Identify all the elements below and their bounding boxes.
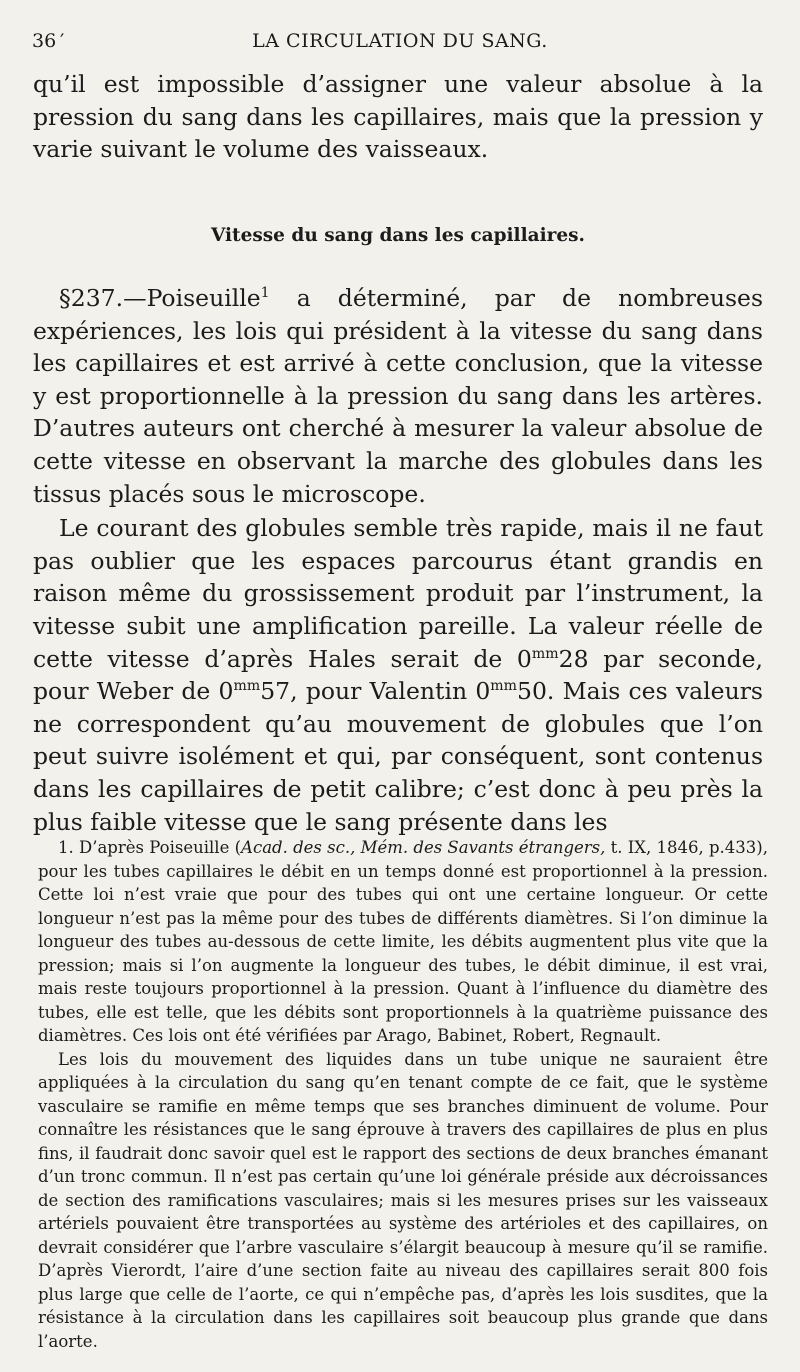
footnotes <box>38 836 768 1353</box>
footnote-1-body: t. IX, 1846, p.433), pour les tubes capillaires le débit en un temps donné est proportionnel à la pression. Cette loi n’est vraie que pour des tubes qui ont une certaine longueur. Or cette longueur n’est pas la même pour des tubes de différents diamètres. Si l’on diminue la longueur des tubes au-dessous de cette limite, les débits augmentent plus vite que la pression; mais si l’on augmente la longueur des tubes, le débit diminue, il est vrai, mais reste toujours proportionnel à la pression. Quant à l’influence du diamètre des tubes, elle est telle, que les débits sont proportionnels à la quatrième puissance des diamètres. Ces lois ont été vérifiées par Arago, Babinet, Robert, Regnault. <box>38 838 768 1045</box>
intro-paragraph-block <box>33 68 763 166</box>
unit-mm: mm <box>233 678 261 695</box>
paragraph-velocity-a: Le courant des globules semble très rapide, mais il ne faut pas oublier que les espaces parcourus étant grandis en raison même du grossissement produit par l’instrument, la vitesse subit une amplification pareille. La valeur réelle de cette vitesse d’après Hales serait de 0 <box>33 514 763 673</box>
footnote-1-start: 1. D’après Poiseuille ( <box>58 838 242 857</box>
section-heading: Vitesse du sang dans les capillaires. <box>210 225 585 246</box>
paragraph-237-body: a déterminé, par de nombreuses expériences, les lois qui président à la vitesse du sang dans les capillaires et est arrivé à cette conclusion, que la vitesse y est proportionnelle à la pression du sang dans les artères. D’autres auteurs ont cherché à mesurer la valeur absolue de cette vitesse en observant la marche des globules dans les tissus placés sous le microscope. <box>33 284 763 508</box>
paragraph-237-start: §237.—Poiseuille <box>59 284 261 312</box>
footnote-1 <box>38 836 768 1048</box>
page-number: 36 ′ <box>32 30 65 52</box>
page-header <box>32 30 767 58</box>
main-text <box>33 282 763 838</box>
footnote-1-continuation: Les lois du mouvement des liquides dans un tube unique ne sauraient être appliquées à la circulation du sang qu’en tenant compte de ce fait, que le système vasculaire se ramifie en même temps que ses branches diminuent de volume. Pour connaître les résistances que le sang éprouve à travers des capillaires de plus en plus fins, il faudrait donc savoir quel est le rapport des sections de deux branches émanant d’un tronc commun. Il n’est pas certain qu’une loi générale préside aux décroissances de section des ramifications vasculaires; mais si les mesures prises sur les vaisseaux artériels pouvaient être transportées au système des artérioles et des capillaires, on devrait considérer que l’arbre vasculaire s’élargit beaucoup à mesure qu’il se ramifie. D’après Vierordt, l’aire d’une section faite au niveau des capillaires serait 800 fois plus large que celle de l’aorte, ce qui n’empêche pas, d’après les lois susdites, que la résistance à la circulation dans les capillaires soit beaucoup plus grande que dans l’aorte. <box>38 1049 768 1351</box>
footnote-1-citation: Acad. des sc., Mém. des Savants étrangers, <box>241 838 606 857</box>
paragraph-velocity-b: 28 par seconde, pour Weber de 0 <box>33 644 763 706</box>
paragraph-velocity-c: 57, pour Valentin 0 <box>260 677 491 706</box>
running-title: LA CIRCULATION DU SANG. <box>252 30 548 52</box>
unit-mm: mm <box>490 678 518 695</box>
footnote-ref: 1 <box>260 285 270 302</box>
unit-mm: mm <box>531 645 559 662</box>
paragraph-velocity <box>33 512 763 838</box>
paragraph-velocity-d: 50. Mais ces valeurs ne correspondent qu’au mouvement de globules que l’on peut suivre isolément et qui, par conséquent, sont contenus dans les capillaires de petit calibre; c’est donc à peu près la plus faible vitesse que le sang présente dans les <box>33 677 763 836</box>
intro-paragraph: qu’il est impossible d’assigner une valeur absolue à la pression du sang dans les capillaires, mais que la pression y varie suivant le volume des vaisseaux. <box>33 70 763 164</box>
paragraph-237 <box>33 282 763 510</box>
